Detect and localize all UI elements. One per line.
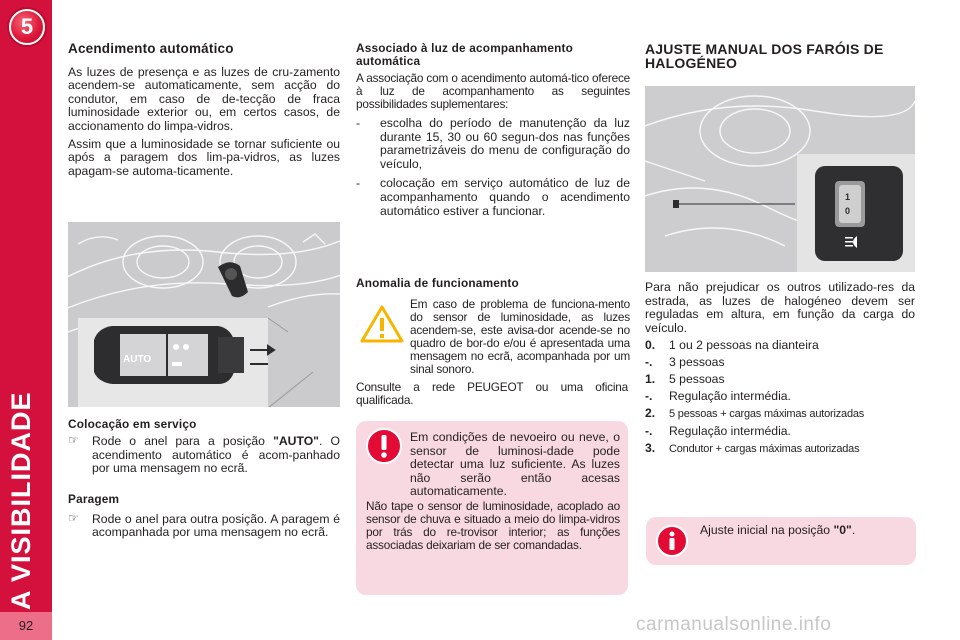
list-item: 3. Condutor + cargas máximas autorizadas: [645, 440, 860, 455]
column-malfunction: [356, 277, 630, 290]
info-icon: [655, 524, 689, 558]
paragraph-notice-sensor: Não tape o sensor de luminosidade, acoplado ao sensor de chuva e situado a meio do limpa-vidros por trás do re-trovisor interior; as funções associadas deixariam de ser comandadas.: [366, 499, 620, 552]
info-text: Ajuste inicial na posição "0".: [700, 523, 856, 537]
list-item: 0. 1 ou 2 pessoas na dianteira: [645, 337, 819, 352]
paragraph-auto-off: Assim que a luminosidade se tornar suficiente ou após a paragem dos lim-pa-vidros, as luzes apagam-se automa-ticamente.: [68, 136, 340, 178]
list-item: -. Regulação intermédia.: [645, 388, 791, 403]
wheel-position-0: 0: [845, 206, 851, 216]
stalk-auto-label: AUTO: [123, 354, 152, 365]
paragraph-contact-dealer: Consulte a rede PEUGEOT ou uma oficina qualificada.: [356, 380, 628, 407]
illustration-headlamp-wheel: [645, 86, 915, 272]
headlamp-symbol-icon: [845, 236, 857, 248]
column-activation: [68, 418, 340, 540]
column-headlamp-adjustment: [645, 42, 915, 70]
list-item: -. 3 pessoas: [645, 354, 725, 369]
subtitle-stop: Paragem: [68, 491, 120, 506]
chapter-number-badge: 5: [9, 9, 45, 45]
paragraph-notice-fog-lead: Em condições de nevoeiro ou neve, o sensor de luminosi-dade pode detectar uma luz suficiente. As luzes não serão então acesas automaticamente.: [410, 430, 620, 499]
list-item: - colocação em serviço automático de luz de acompanhamento quando o acendimento automático estiver a funcionar.: [356, 176, 630, 218]
load-position-list: [645, 339, 915, 457]
chapter-title: A VISIBILIDADE: [6, 391, 36, 610]
page-number: 92: [0, 612, 52, 640]
column-follow-me-home: [356, 42, 630, 224]
paragraph-intro: As luzes de presença e as luzes de cru-zamento acendem-se automaticamente, sem acção do condutor, em caso de de-tecção de fraca luminosidade exterior ou, em certos casos, de accionamento do limpa-vidros.: [68, 64, 340, 133]
headlamp-wheel-drawing: [645, 86, 915, 272]
section-title-automatic-lighting: Acendimento automático: [68, 41, 234, 56]
stalk-drawing: [68, 222, 340, 407]
paragraph-malfunction: Em caso de problema de funciona-mento do sensor de luminosidade, as luzes acendem-se, este avisa-dor acende-se no quadro de bor-do e/ou é apresentada uma mensagem no ecrã, acompanhada por um sinal sonoro.: [410, 297, 630, 376]
list-item: -. Regulação intermédia.: [645, 423, 791, 438]
instruction-stop: ☞ Rode o anel para outra posição. A paragem é acompanhada por uma mensagem no ecrã.: [68, 510, 340, 540]
options-list: [356, 117, 630, 218]
watermark: carmanualsonline.info: [636, 614, 832, 635]
subtitle-associated: Associado à luz de acompanhamento automática: [356, 41, 574, 68]
stop-exclamation-icon: [365, 427, 403, 465]
paragraph-associated: A associação com o acendimento automá-tico oferece à luz de acompanhamento as seguintes possibilidades suplementares:: [356, 71, 630, 111]
pointing-hand-icon: ☞: [68, 510, 79, 525]
column-automatic-lighting: [68, 42, 340, 178]
instruction-activation: ☞ Rode o anel para a posição "AUTO". O acendimento automático é acom-panhado por uma mensagem no ecrã.: [68, 433, 340, 476]
list-item: 1. 5 pessoas: [645, 371, 725, 386]
subtitle-malfunction: Anomalia de funcionamento: [356, 276, 519, 290]
list-item: - escolha do período de manutenção da luz durante 15, 30 ou 60 segun-dos nas funções parametrizáveis do menu de configuração do veículo,: [356, 116, 630, 171]
stalk-lever: [94, 326, 244, 384]
wheel-position-1: 1: [845, 192, 851, 202]
column-headlamp-text: [645, 281, 915, 456]
pointing-hand-icon: ☞: [68, 433, 79, 447]
paragraph-headlamp-intro: Para não prejudicar os outros utilizado-res da estrada, as luzes de halogéneo devem ser reguladas em altura, em função da carga do veículo.: [645, 280, 915, 335]
warning-triangle-icon: [360, 304, 404, 344]
subtitle-activation: Colocação em serviço: [68, 417, 197, 431]
list-item: 2. 5 pessoas + cargas máximas autorizadas: [645, 405, 865, 420]
section-title-headlamp-adjustment: AJUSTE MANUAL DOS FARÓIS DE HALOGÉNEO: [645, 41, 884, 71]
illustration-light-stalk: [68, 222, 340, 407]
